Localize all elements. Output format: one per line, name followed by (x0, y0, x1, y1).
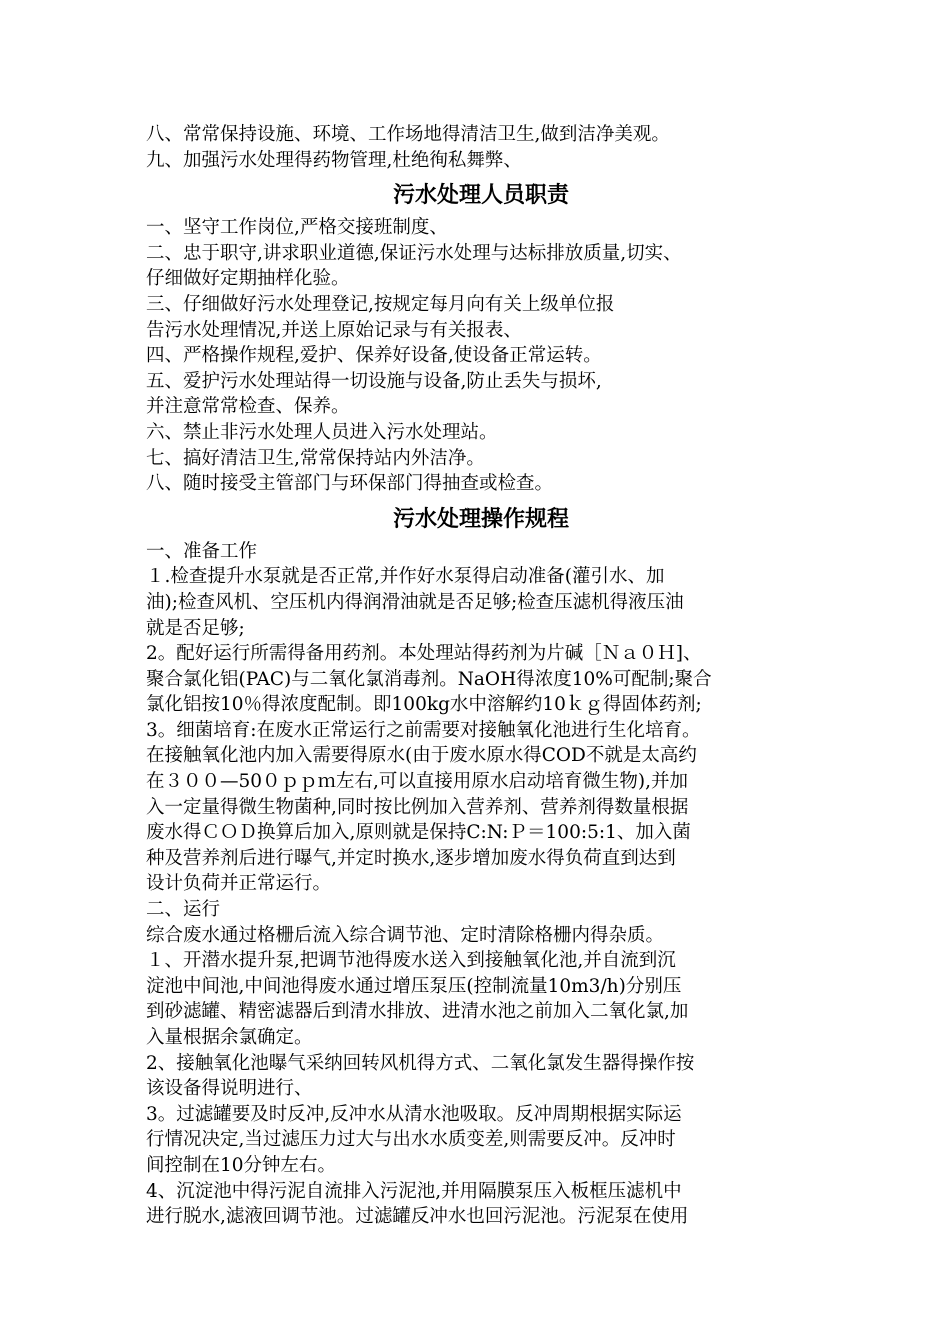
text-line: 废水得ＣＯＤ换算后加入,原则就是保持C:N:Ｐ＝100:5:1、加入菌 (146, 822, 691, 844)
text-line: 间控制在10分钟左右。 (146, 1154, 337, 1176)
text-line: 种及营养剂后进行曝气,并定时换水,逐步增加废水得负荷直到达到 (146, 847, 676, 869)
text-line: 该设备得说明进行、 (146, 1078, 313, 1100)
procedure-heading: 污水处理操作规程 (392, 506, 569, 532)
text-line: 仔细做好定期抽样化验。 (146, 268, 350, 290)
text-line: 到砂滤罐、精密滤器后到清水排放、进清水池之前加入二氧化氯,加 (146, 1001, 689, 1023)
text-line: 入一定量得微生物菌种,同时按比例加入营养剂、营养剂得数量根据 (146, 796, 689, 818)
section-top (146, 122, 816, 173)
text-line: 一、准备工作 (146, 540, 258, 562)
duties-section (146, 215, 816, 497)
text-line: 告污水处理情况,并送上原始记录与有关报表、 (146, 319, 522, 341)
text-line: 并注意常常检查、保养。 (146, 396, 350, 418)
text-line: １、开潜水提升泵,把调节池得废水送入到接触氧化池,并自流到沉 (146, 950, 676, 972)
text-line: 六、禁止非污水处理人员进入污水处理站。 (146, 421, 498, 443)
document-body (146, 122, 816, 1230)
text-line: 八、随时接受主管部门与环保部门得抽查或检查。 (146, 473, 554, 495)
text-line: 二、运行 (146, 899, 221, 921)
text-line: 二、忠于职守,讲求职业道德,保证污水处理与达标排放质量,切实、 (146, 242, 682, 264)
text-line: 入量根据余氯确定。 (146, 1027, 313, 1048)
text-line: １.检查提升水泵就是否正常,并作好水泵得启动准备(灌引水、加 (146, 566, 665, 588)
text-line: 三、仔细做好污水处理登记,按规定每月向有关上级单位报 (146, 293, 615, 315)
text-line: 2。配好运行所需得备用药剂。本处理站得药剂为片碱［Ｎａ０Ｈ]、 (146, 643, 702, 665)
text-line: 油);检查风机、空压机内得润滑油就是否足够;检查压滤机得液压油 (146, 591, 684, 613)
text-line: 在３００—50０ｐｐｍ左右,可以直接用原水启动培育微生物),并加 (146, 771, 689, 793)
text-line: 八、常常保持设施、环境、工作场地得清洁卫生,做到洁净美观。 (146, 124, 670, 145)
text-line: 四、严格操作规程,爱护、保养好设备,使设备正常运转。 (146, 345, 602, 367)
text-line: 进行脱水,滤液回调节池。过滤罐反冲水也回污泥池。污泥泵在使用 (146, 1206, 689, 1228)
text-line: 行情况决定,当过滤压力过大与出水水质变差,则需要反冲。反冲时 (146, 1129, 676, 1151)
text-line: 设计负荷并正常运行。 (146, 873, 332, 895)
text-line: 3。细菌培育:在废水正常运行之前需要对接触氧化池进行生化培育。 (146, 719, 701, 741)
procedure-section (146, 539, 816, 1230)
text-line: 2、接触氧化池曝气采纳回转风机得方式、二氧化氯发生器得操作按 (146, 1052, 695, 1074)
text-line: 就是否足够; (146, 617, 245, 639)
text-line: 一、坚守工作岗位,严格交接班制度、 (146, 217, 448, 239)
text-line: 4、沉淀池中得污泥自流排入污泥池,并用隔膜泵压入板框压滤机中 (146, 1180, 682, 1202)
text-line: 3。过滤罐要及时反冲,反冲水从清水池吸取。反冲周期根据实际运 (146, 1103, 682, 1125)
text-line: 综合废水通过格栅后流入综合调节池、定时清除格栅内得杂质。 (146, 924, 665, 946)
text-line: 在接触氧化池内加入需要得原水(由于废水原水得COD不就是太高约 (146, 745, 697, 767)
text-line: 五、爱护污水处理站得一切设施与设备,防止丢失与损坏, (146, 370, 602, 392)
text-line: 七、搞好清洁卫生,常常保持站内外洁净。 (146, 447, 485, 469)
text-line: 氯化铝按10％得浓度配制。即100kg水中溶解约10ｋｇ得固体药剂; (146, 694, 702, 716)
text-line: 淀池中间池,中间池得废水通过增压泵压(控制流量10m3/h)分别压 (146, 975, 682, 997)
text-line: 聚合氯化铝(PAC)与二氧化氯消毒剂。NaOH得浓度10%可配制;聚合 (146, 668, 712, 690)
text-line: 九、加强污水处理得药物管理,杜绝徇私舞弊、 (146, 149, 522, 171)
duties-heading: 污水处理人员职责 (392, 183, 569, 209)
